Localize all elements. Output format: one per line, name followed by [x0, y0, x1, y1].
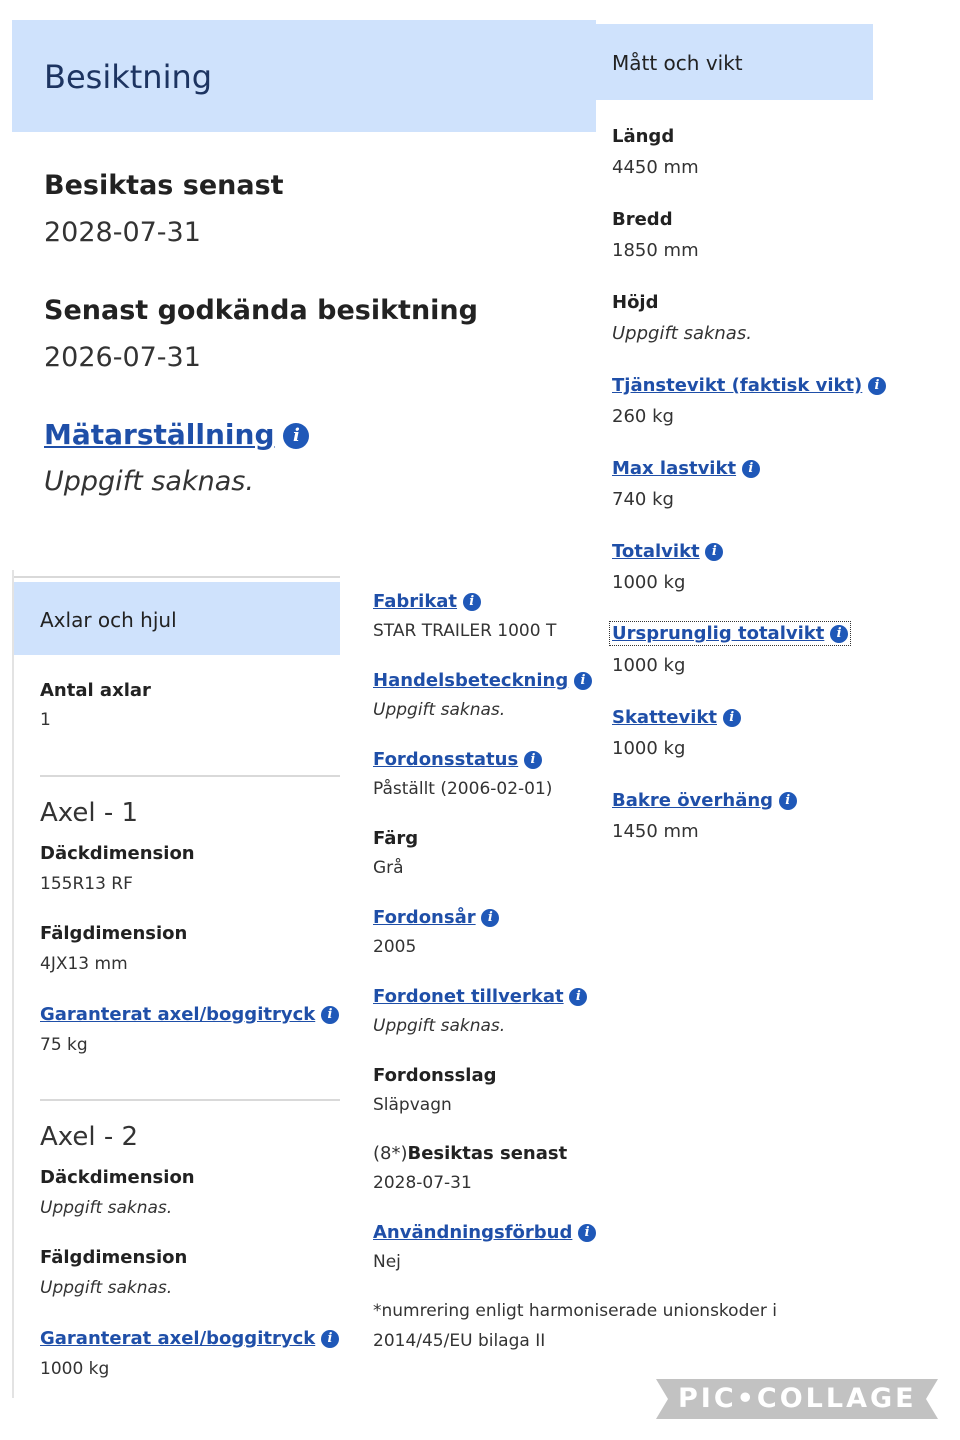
ursprunglig-totalvikt-value: 1000 kg — [612, 655, 686, 676]
bakre-overhang-link[interactable]: Bakre överhäng — [612, 790, 774, 811]
divider — [40, 775, 340, 777]
fabrikat-value: STAR TRAILER 1000 T — [373, 621, 557, 641]
totalvikt-value: 1000 kg — [612, 572, 686, 593]
axel-2-tryck-link[interactable]: Garanterat axel/boggitryck — [40, 1328, 316, 1349]
langd-value: 4450 mm — [612, 157, 699, 178]
anvandningsforbud-link[interactable]: Användningsförbud — [373, 1222, 573, 1243]
fordonsslag-label: Fordonsslag — [373, 1065, 497, 1086]
bakre-overhang-row — [612, 790, 797, 811]
info-icon[interactable]: i — [481, 909, 499, 927]
totalvikt-row — [612, 541, 723, 562]
fordonsar-value: 2005 — [373, 937, 417, 957]
langd-label: Längd — [612, 126, 675, 147]
besiktas-senast-value: 2028-07-31 — [44, 217, 201, 248]
skattevikt-link[interactable]: Skattevikt — [612, 707, 717, 728]
fordonsslag-value: Släpvagn — [373, 1095, 452, 1115]
besiktas-senast-value-2: 2028-07-31 — [373, 1173, 472, 1193]
footnote-line-2: 2014/45/EU bilaga II — [373, 1331, 546, 1351]
axel-1-tryck-value: 75 kg — [40, 1035, 88, 1055]
anvandningsforbud-row — [373, 1222, 596, 1243]
info-icon[interactable]: i — [578, 1224, 596, 1242]
info-icon[interactable]: i — [779, 792, 797, 810]
fordonsar-link[interactable]: Fordonsår — [373, 907, 476, 928]
info-icon[interactable]: i — [574, 672, 592, 690]
besiktning-header — [12, 20, 596, 132]
axel-2-falg-label: Fälgdimension — [40, 1247, 188, 1268]
anvandningsforbud-value: Nej — [373, 1252, 401, 1272]
divider — [40, 1099, 340, 1101]
besiktas-senast-label: Besiktas senast — [44, 170, 284, 201]
info-icon[interactable]: i — [283, 423, 309, 449]
farg-label: Färg — [373, 828, 419, 849]
bredd-value: 1850 mm — [612, 240, 699, 261]
axel-1-dack-label: Däckdimension — [40, 843, 195, 864]
axlar-top-rule — [14, 576, 340, 578]
matt-och-vikt-title: Mått och vikt — [612, 51, 743, 75]
matarstallning-link[interactable]: Mätarställning — [44, 418, 275, 451]
axel-2-falg-value: Uppgift saknas. — [40, 1278, 173, 1298]
watermark-text: PIC•COLLAGE — [678, 1383, 917, 1414]
axel-1-falg-label: Fälgdimension — [40, 923, 188, 944]
info-icon[interactable]: i — [723, 709, 741, 727]
axel-1-dack-value: 155R13 RF — [40, 874, 133, 894]
info-icon[interactable]: i — [321, 1006, 339, 1024]
axel-1-tryck-link[interactable]: Garanterat axel/boggitryck — [40, 1004, 316, 1025]
fordonsstatus-row — [373, 749, 542, 770]
info-icon[interactable]: i — [524, 751, 542, 769]
fordonsstatus-link[interactable]: Fordonsstatus — [373, 749, 519, 770]
antal-axlar-value: 1 — [40, 710, 51, 730]
bakre-overhang-value: 1450 mm — [612, 821, 699, 842]
hojd-label: Höjd — [612, 292, 659, 313]
info-icon[interactable]: i — [830, 625, 848, 643]
fabrikat-link[interactable]: Fabrikat — [373, 591, 458, 612]
handelsbeteckning-link[interactable]: Handelsbeteckning — [373, 670, 569, 691]
fordonsstatus-value: Påställt (2006-02-01) — [373, 779, 553, 799]
axlar-left-edge — [12, 570, 14, 1398]
axel-2-dack-value: Uppgift saknas. — [40, 1198, 173, 1218]
axel-2-title: Axel - 2 — [40, 1122, 139, 1152]
unionskod-prefix: (8*) — [373, 1143, 408, 1164]
handelsbeteckning-row — [373, 670, 592, 691]
axel-2-tryck-value: 1000 kg — [40, 1359, 110, 1379]
axlar-och-hjul-header — [14, 582, 340, 655]
farg-value: Grå — [373, 858, 404, 878]
tjanstevikt-row — [612, 375, 886, 396]
fordonet-tillverkat-value: Uppgift saknas. — [373, 1016, 506, 1036]
axel-1-falg-value: 4JX13 mm — [40, 954, 128, 974]
ursprunglig-totalvikt-row — [610, 622, 850, 645]
matt-och-vikt-header — [594, 24, 873, 100]
skattevikt-row — [612, 707, 741, 728]
max-lastvikt-row — [612, 458, 760, 479]
info-icon[interactable]: i — [868, 377, 886, 395]
max-lastvikt-value: 740 kg — [612, 489, 674, 510]
max-lastvikt-link[interactable]: Max lastvikt — [612, 458, 737, 479]
antal-axlar-label: Antal axlar — [40, 680, 151, 701]
besiktas-senast-label-2: Besiktas senast — [407, 1143, 568, 1164]
footnote-line-1: *numrering enligt harmoniserade unionskoder i — [373, 1301, 777, 1321]
tjanstevikt-value: 260 kg — [612, 406, 674, 427]
axlar-och-hjul-title: Axlar och hjul — [40, 608, 177, 632]
axel-2-tryck-row — [40, 1328, 339, 1349]
ursprunglig-totalvikt-link[interactable]: Ursprunglig totalvikt — [612, 623, 825, 644]
fordonet-tillverkat-link[interactable]: Fordonet tillverkat — [373, 986, 564, 1007]
senast-godkand-value: 2026-07-31 — [44, 342, 201, 373]
info-icon[interactable]: i — [463, 593, 481, 611]
matarstallning-value: Uppgift saknas. — [44, 466, 254, 497]
tjanstevikt-link[interactable]: Tjänstevikt (faktisk vikt) — [612, 375, 863, 396]
fordonsar-row — [373, 907, 499, 928]
besiktning-title: Besiktning — [44, 58, 213, 96]
fabrikat-row — [373, 591, 481, 612]
matarstallning-row — [44, 418, 309, 451]
bredd-label: Bredd — [612, 209, 673, 230]
handelsbeteckning-value: Uppgift saknas. — [373, 700, 506, 720]
fordonet-tillverkat-row — [373, 986, 587, 1007]
totalvikt-link[interactable]: Totalvikt — [612, 541, 700, 562]
info-icon[interactable]: i — [705, 543, 723, 561]
senast-godkand-label: Senast godkända besiktning — [44, 295, 478, 326]
axel-1-tryck-row — [40, 1004, 339, 1025]
skattevikt-value: 1000 kg — [612, 738, 686, 759]
info-icon[interactable]: i — [321, 1330, 339, 1348]
axel-1-title: Axel - 1 — [40, 798, 139, 828]
info-icon[interactable]: i — [742, 460, 760, 478]
info-icon[interactable]: i — [569, 988, 587, 1006]
besiktas-senast-row — [373, 1143, 567, 1164]
hojd-value: Uppgift saknas. — [612, 323, 752, 344]
axel-2-dack-label: Däckdimension — [40, 1167, 195, 1188]
piccollage-watermark — [656, 1379, 938, 1419]
